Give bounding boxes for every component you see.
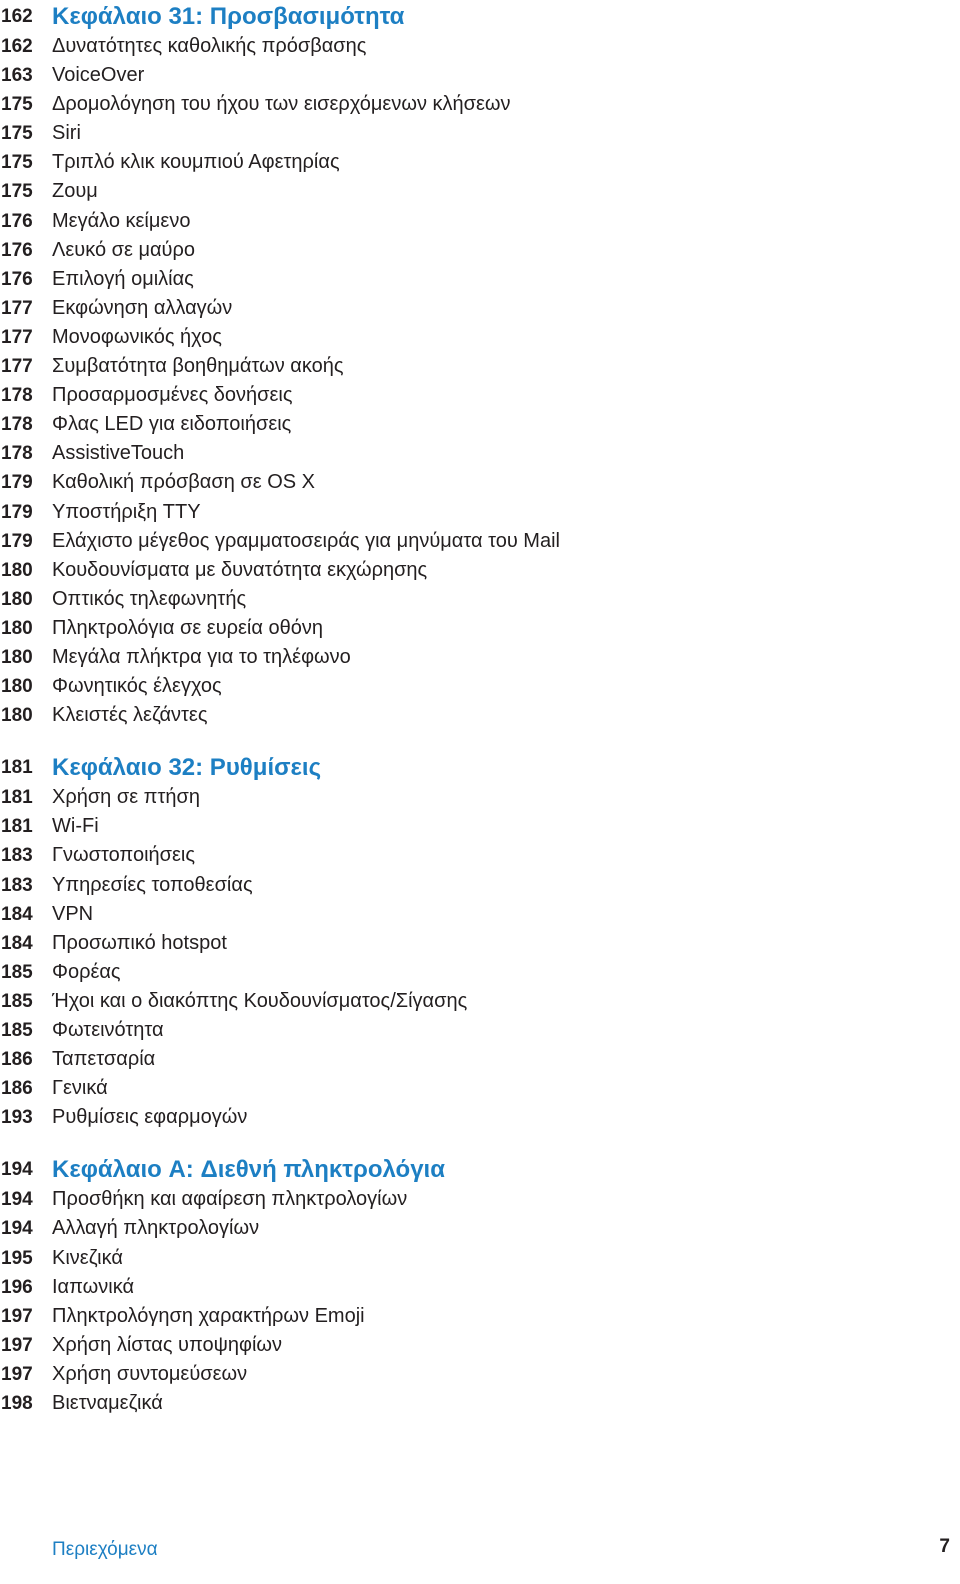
toc-page-number: 179 [1,530,33,552]
toc-entry-title: Υπηρεσίες τοποθεσίας [52,873,253,896]
toc-page-number: 178 [1,414,33,436]
toc-entry-title: Δρομολόγηση του ήχου των εισερχόμενων κλήσεων [52,93,511,116]
toc-entry[interactable] [0,1331,960,1360]
toc-entry-title: Γνωστοποιήσεις [52,844,195,867]
toc-section [0,0,960,730]
toc-page-number: 185 [1,1020,33,1041]
toc-entry-title: Υποστήριξη TTY [52,500,201,523]
toc-entry-title: Εκφώνηση αλλαγών [52,296,233,319]
toc-entry[interactable] [0,1302,960,1331]
chapter-title: Κεφάλαιο A: Διεθνή πληκτρολόγια [52,1156,445,1184]
toc-entry[interactable] [0,527,960,556]
toc-entry-title: Χρήση σε πτήση [52,786,200,809]
toc-entry[interactable] [0,265,960,294]
toc-page-number: 176 [1,239,33,261]
toc-page-number: 197 [1,1363,33,1385]
toc-entry-title: Κουδουνίσματα με δυνατότητα εκχώρησης [52,558,428,581]
toc-entry[interactable] [0,1103,960,1132]
toc-page-number: 176 [1,268,33,290]
toc-entry-title: Ελάχιστο μέγεθος γραμματοσειράς για μηνύματα του Mail [52,529,560,552]
toc-entry[interactable] [0,614,960,643]
toc-entry[interactable] [0,352,960,381]
toc-entry[interactable] [0,468,960,497]
toc-entry[interactable] [0,958,960,987]
toc-entry[interactable] [0,119,960,148]
toc-entry[interactable] [0,871,960,900]
toc-entry[interactable] [0,1214,960,1243]
toc-page-number: 181 [1,787,33,809]
toc-entry-title: Λευκό σε μαύρο [52,238,195,261]
toc-page-number: 180 [1,559,33,581]
toc-entry-title: Φωνητικός έλεγχος [52,675,222,698]
toc-entry-title: VoiceOver [52,64,145,87]
toc-page-number: 185 [1,961,33,983]
chapter-heading[interactable] [0,1154,960,1185]
toc-entry-title: Siri [52,122,81,145]
toc-page-number: 179 [1,501,33,523]
toc-page-number: 178 [1,443,33,465]
toc-entry[interactable] [0,498,960,527]
toc-entry-title: Κινεζικά [52,1246,123,1269]
chapter-heading[interactable] [0,752,960,783]
footer-section-label[interactable]: Περιεχόμενα [52,1539,158,1560]
toc-entry-title: Οπτικός τηλεφωνητής [52,587,247,610]
toc-entry-title: Προσθήκη και αφαίρεση πληκτρολογίων [52,1188,408,1211]
toc-entry-title: Τριπλό κλικ κουμπιού Αφετηρίας [52,151,340,174]
toc-entry[interactable] [0,812,960,841]
toc-entry[interactable] [0,236,960,265]
toc-entry-title: Ταπετσαρία [52,1048,156,1071]
toc-entry-title: Μεγάλο κείμενο [52,209,191,232]
toc-entry-title: Προσαρμοσμένες δονήσεις [52,384,293,407]
toc-page-number: 176 [1,210,33,232]
toc-page-number: 186 [1,1078,33,1100]
toc-entry-title: Συμβατότητα βοηθημάτων ακοής [52,355,344,378]
toc-entry-title: Χρήση λίστας υποψηφίων [52,1333,283,1356]
toc-page-number: 178 [1,385,33,407]
toc-page-number: 183 [1,845,33,867]
toc-page-number: 195 [1,1247,33,1269]
toc-entry[interactable] [0,556,960,585]
toc-page-number: 183 [1,874,33,896]
toc-entry[interactable] [0,841,960,870]
toc-entry[interactable] [0,1074,960,1103]
toc-entry[interactable] [0,900,960,929]
toc-page-number: 184 [1,932,33,954]
toc-entry[interactable] [0,1244,960,1273]
toc-entry[interactable] [0,207,960,236]
toc-entry-title: Φωτεινότητα [52,1019,164,1041]
toc-page-number: 181 [1,757,33,779]
toc-entry-title: Βιετναμεζικά [52,1392,163,1415]
toc-page-number: 177 [1,356,33,378]
toc-entry[interactable] [0,32,960,61]
toc-entry[interactable] [0,1185,960,1214]
toc-page-number: 177 [1,326,33,348]
toc-page-number: 180 [1,676,33,698]
toc-entry[interactable] [0,783,960,812]
toc-page-number: 193 [1,1107,33,1129]
toc-entry[interactable] [0,439,960,468]
toc-entry-title: Ιαπωνικά [52,1275,135,1298]
toc-page-number: 175 [1,123,33,145]
footer-page-number: 7 [939,1536,950,1557]
toc-entry[interactable] [0,1389,960,1418]
toc-entry-title: Γενικά [52,1077,108,1100]
toc-page-number: 198 [1,1393,33,1415]
toc-entry[interactable] [0,585,960,614]
toc-page-number: 184 [1,903,33,925]
toc-page-number: 175 [1,152,33,174]
toc-entry[interactable] [0,148,960,177]
toc-entry-title: Μεγάλα πλήκτρα για το τηλέφωνο [52,645,351,668]
toc-entry-title: Επιλογή ομιλίας [52,267,194,290]
toc-entry[interactable] [0,1360,960,1389]
toc-page-number: 180 [1,617,33,639]
toc-entry[interactable] [0,410,960,439]
toc-entry[interactable] [0,1045,960,1074]
toc-entry[interactable] [0,701,960,730]
toc-entry[interactable] [0,1273,960,1302]
toc-entry-title: Μονοφωνικός ήχος [52,325,222,348]
toc-entry-title: Προσωπικό hotspot [52,931,227,954]
toc-entry-title: Δυνατότητες καθολικής πρόσβασης [52,35,367,57]
toc-entry-title: Wi-Fi [52,815,99,838]
toc-page-number: 196 [1,1276,33,1298]
toc-entry-title: Αλλαγή πληκτρολογίων [52,1217,260,1240]
chapter-title: Κεφάλαιο 31: Προσβασιμότητα [52,3,405,30]
toc-page-number: 162 [1,6,33,27]
toc-page-number: 180 [1,588,33,610]
toc-page-number: 197 [1,1334,33,1356]
toc-entry-title: Χρήση συντομεύσεων [52,1362,248,1385]
toc-section [0,1132,960,1418]
toc-entry-title: AssistiveTouch [52,442,185,465]
toc-entry-title: VPN [52,902,94,925]
chapter-heading[interactable] [0,1,960,32]
toc-page-number: 180 [1,646,33,668]
toc-entry[interactable] [0,672,960,701]
toc-entry-title: Κλειστές λεζάντες [52,704,208,727]
toc-entry-title: Ρυθμίσεις εφαρμογών [52,1106,248,1129]
toc-entry[interactable] [0,323,960,352]
toc-entry[interactable] [0,643,960,672]
toc-page-number: 177 [1,297,33,319]
toc-entry[interactable] [0,90,960,119]
toc-page-number: 194 [1,1159,33,1181]
toc-page-number: 163 [1,65,33,87]
toc-page-number: 194 [1,1189,33,1211]
toc-entry[interactable] [0,1016,960,1045]
toc-entry[interactable] [0,987,960,1016]
toc-entry-title: Καθολική πρόσβαση σε OS X [52,471,315,494]
toc-page-number: 175 [1,181,33,203]
toc-entry[interactable] [0,929,960,958]
toc-page-number: 179 [1,472,33,494]
toc-entry-title: Πληκτρολόγηση χαρακτήρων Emoji [52,1304,365,1327]
toc-entry-title: Ήχοι και ο διακόπτης Κουδουνίσματος/Σίγασης [52,989,468,1012]
toc-page-number: 185 [1,990,33,1012]
toc-section [0,730,960,1132]
toc-page-number: 194 [1,1218,33,1240]
toc-entry-title: Πληκτρολόγια σε ευρεία οθόνη [52,616,323,639]
toc-page-number: 162 [1,36,33,57]
chapter-title: Κεφάλαιο 32: Ρυθμίσεις [52,754,322,782]
toc-entry[interactable] [0,177,960,206]
toc-page-number: 175 [1,94,33,116]
toc-page-number: 180 [1,705,33,727]
toc-entry-title: Φορέας [52,960,121,983]
toc-entry[interactable] [0,381,960,410]
toc-entry-title: Φλας LED για ειδοποιήσεις [52,413,292,436]
toc-entry[interactable] [0,294,960,323]
toc-entry-title: Ζουμ [52,180,98,203]
toc-page-number: 181 [1,816,33,838]
toc-page-number: 197 [1,1305,33,1327]
toc-entry[interactable] [0,61,960,90]
toc-page-number: 186 [1,1049,33,1071]
